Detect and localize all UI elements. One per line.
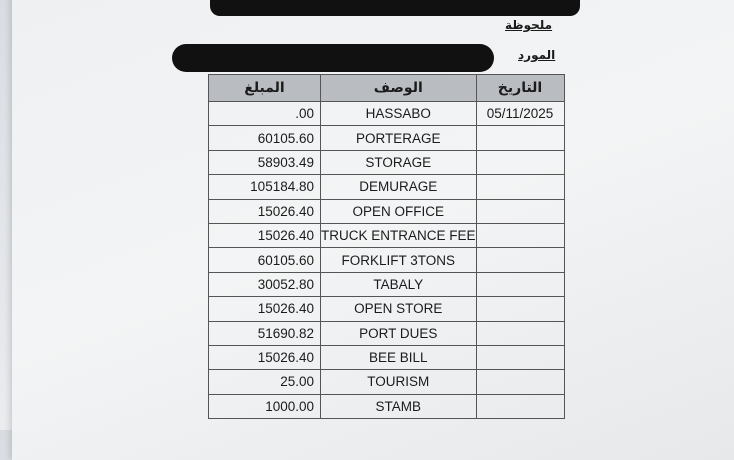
date-cell [476,126,564,150]
description-cell: PORT DUES [321,321,477,345]
description-cell: HASSABO [321,102,477,126]
description-cell: DEMURAGE [321,175,477,199]
amount-cell: 60105.60 [209,126,321,150]
description-cell: STAMB [321,394,477,418]
date-cell [476,150,564,174]
date-cell [476,345,564,369]
amount-cell: 1000.00 [209,394,321,418]
date-cell [476,370,564,394]
date-cell [476,394,564,418]
date-cell [476,321,564,345]
amount-cell: 30052.80 [209,272,321,296]
table-row [209,297,565,321]
date-cell [476,248,564,272]
amount-cell: 25.00 [209,370,321,394]
amount-cell: 15026.40 [209,345,321,369]
amount-cell: 58903.49 [209,150,321,174]
header-description: الوصف [321,75,477,102]
table-row [209,321,565,345]
table-row [209,248,565,272]
table-row [209,150,565,174]
description-cell: STORAGE [321,150,477,174]
redaction-bar-top [210,0,580,16]
amount-cell: 15026.40 [209,223,321,247]
amount-cell: 15026.40 [209,297,321,321]
description-cell: FORKLIFT 3TONS [321,248,477,272]
table-row [209,394,565,418]
amount-cell: 51690.82 [209,321,321,345]
date-cell [476,297,564,321]
description-cell: OPEN STORE [321,297,477,321]
table-row [209,272,565,296]
header-amount: المبلغ [209,75,321,102]
description-cell: TABALY [321,272,477,296]
amount-cell: .00 [209,102,321,126]
description-cell: OPEN OFFICE [321,199,477,223]
amount-cell: 105184.80 [209,175,321,199]
date-cell [476,199,564,223]
date-cell: 05/11/2025 [476,102,564,126]
header-date: التاريخ [476,75,564,102]
charges-table [208,74,565,419]
amount-cell: 15026.40 [209,199,321,223]
table-row [209,370,565,394]
table-row [209,345,565,369]
redaction-bar-supplier [172,44,494,72]
amount-cell: 60105.60 [209,248,321,272]
date-cell [476,175,564,199]
note-label: ملحوظة [505,18,553,32]
table-row [209,126,565,150]
table-row [209,199,565,223]
table-row [209,175,565,199]
table-header-row [209,75,565,102]
date-cell [476,223,564,247]
table-row [209,223,565,247]
description-cell: TOURISM [321,370,477,394]
description-cell: PORTERAGE [321,126,477,150]
date-cell [476,272,564,296]
description-cell: BEE BILL [321,345,477,369]
table-row [209,102,565,126]
supplier-label: المورد [518,48,556,62]
description-cell: TRUCK ENTRANCE FEE [321,223,477,247]
